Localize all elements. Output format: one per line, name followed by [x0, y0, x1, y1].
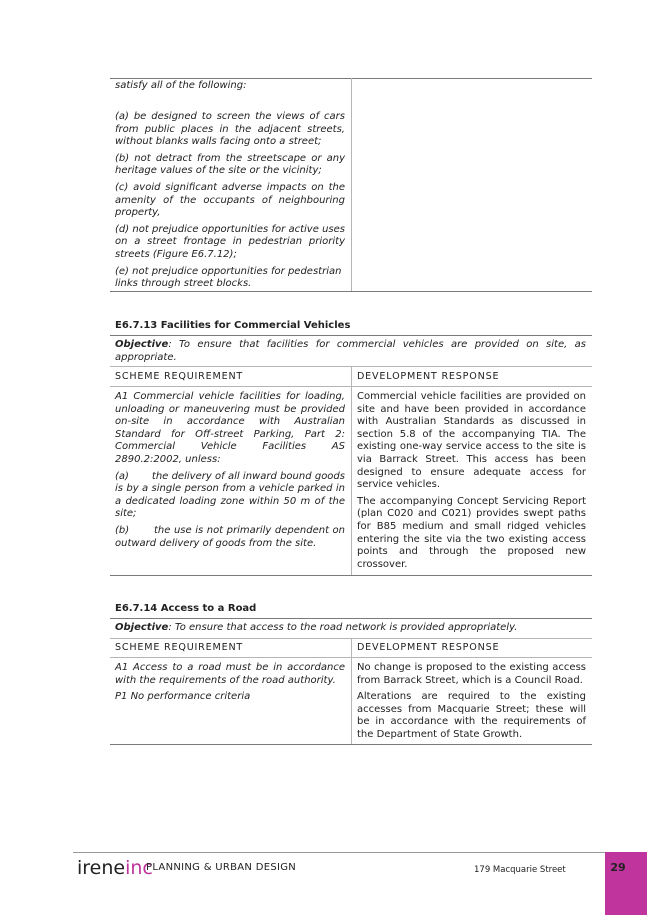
- section1-response-cell: [357, 391, 586, 575]
- development-response-header: DEVELOPMENT RESPONSE: [357, 371, 500, 382]
- section2-response-cell: [357, 662, 586, 746]
- requirement-a1-a: (a) the delivery of all inward bound goods is by a single person from a vehicle parked in a dedicated loading zone within 50 m of the site;: [115, 470, 349, 520]
- section-title-commercial-vehicles: E6.7.13 Facilities for Commercial Vehicles: [115, 320, 351, 331]
- section1-objective: [115, 339, 586, 364]
- requirement-p1: P1 No performance criteria: [115, 691, 251, 703]
- requirement-a1: A1 Commercial vehicle facilities for loading, unloading or maneuvering must be provided on-site in accordance with Australian Standard for Off-street Parking, Part 2: Commercial Vehicle Facilities AS 2890.2:2002, unless:: [115, 391, 345, 465]
- section1-title-rule: [110, 335, 592, 336]
- objective-label: Objective: [115, 622, 169, 633]
- scheme-requirement-header: SCHEME REQUIREMENT: [115, 642, 244, 653]
- criteria-item-a: (a) be designed to screen the views of cars from public places in the adjacent streets, without blanks walls facing onto a street;: [115, 111, 345, 148]
- top-block-intro: satisfy all of the following:: [115, 80, 247, 91]
- section2-requirement-cell: [115, 662, 345, 708]
- section-title-access-to-road: E6.7.14 Access to a Road: [115, 603, 257, 614]
- section2-column-divider: [351, 638, 352, 744]
- section1-bottom-rule: [110, 575, 592, 576]
- requirement-a1: A1 Access to a road must be in accordance with the requirements of the road authority.: [115, 662, 345, 686]
- top-block-bottom-rule: [110, 291, 592, 292]
- footer-rule: [73, 852, 606, 853]
- scheme-requirement-header: SCHEME REQUIREMENT: [115, 371, 244, 382]
- top-block-items: [115, 111, 345, 295]
- page-number-box: [605, 852, 647, 915]
- brand-logo: [77, 857, 153, 879]
- development-response-header: DEVELOPMENT RESPONSE: [357, 642, 500, 653]
- criteria-item-e: (e) not prejudice opportunities for pedestrian links through street blocks.: [115, 265, 342, 290]
- section2-title-rule: [110, 618, 592, 619]
- top-block-divider: [351, 78, 352, 291]
- objective-label: Objective: [115, 339, 169, 350]
- objective-text: : To ensure that access to the road network is provided appropriately.: [168, 622, 518, 633]
- response-paragraph-2: The accompanying Concept Servicing Report (plan C020 and C021) provides swept paths for B85 medium and small ridged vehicles entering the site via the two existing access points and through the proposed new crossover.: [357, 495, 586, 570]
- section2-objective: [115, 622, 586, 635]
- section1-column-divider: [351, 366, 352, 575]
- response-paragraph-1: Commercial vehicle facilities are provided on site and have been provided in accordance with Australian Standards as discussed in section 5.8 of the accompanying TIA. The existing one-way service access to the site is via Barrack Street. This access has been designed to ensure adequate access for service vehicles.: [357, 391, 586, 491]
- criteria-item-c: (c) avoid significant adverse impacts on the amenity of the occupants of neighbouring property,: [115, 181, 345, 219]
- requirement-a1-b: (b) the use is not primarily dependent on outward delivery of goods from the site.: [115, 524, 349, 549]
- criteria-item-d: (d) not prejudice opportunities for active uses on a street frontage in pedestrian priority streets (Figure E6.7.12);: [115, 223, 345, 260]
- footer-address: 179 Macquarie Street: [474, 865, 566, 875]
- section2-bottom-rule: [110, 744, 592, 745]
- brand-inc: inc: [125, 857, 153, 879]
- response-paragraph-2: Alterations are required to the existing accesses from Macquarie Street; these will be in accordance with the requirements of the Department of State Growth.: [357, 691, 586, 740]
- response-paragraph-1: No change is proposed to the existing access from Barrack Street, which is a Council Road.: [357, 662, 586, 686]
- objective-text: : To ensure that facilities for commercial vehicles are provided on site, as appropriate.: [115, 339, 586, 363]
- page-number: 29: [610, 861, 626, 874]
- brand-irene: irene: [77, 857, 126, 879]
- criteria-item-b: (b) not detract from the streetscape or any heritage values of the site or the vicinity;: [115, 152, 345, 177]
- section1-requirement-cell: [115, 391, 349, 554]
- brand-subtitle: PLANNING & URBAN DESIGN: [146, 862, 297, 873]
